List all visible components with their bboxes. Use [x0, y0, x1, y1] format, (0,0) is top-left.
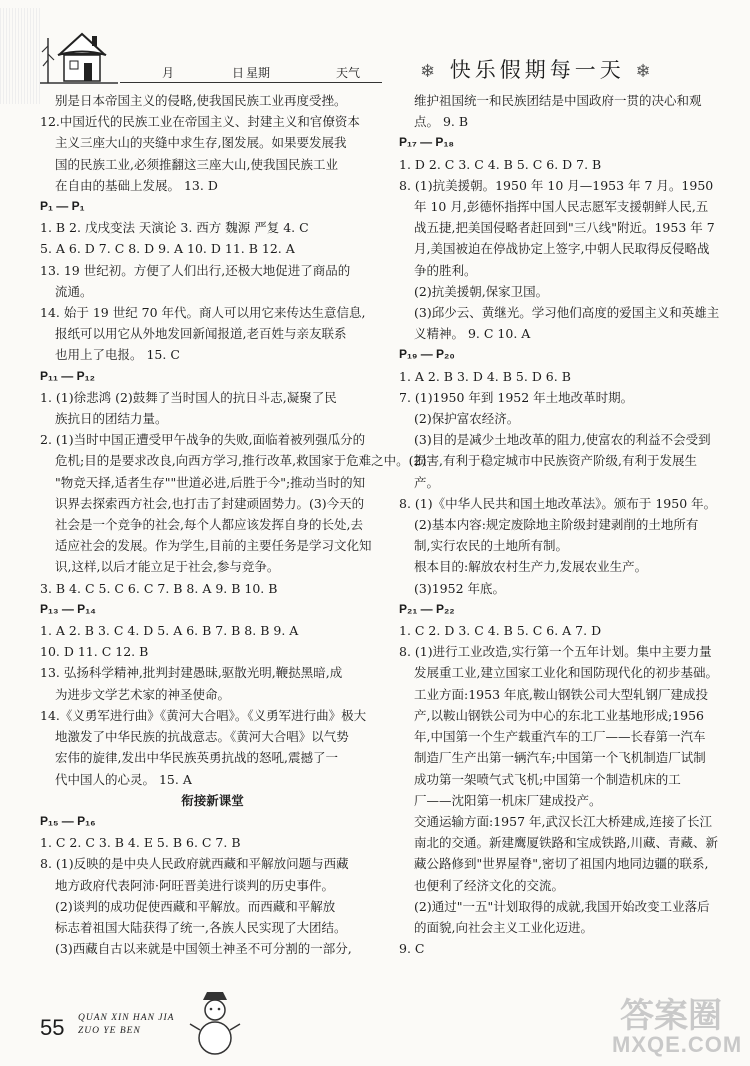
answer-line: 13. 弘扬科学精神,批判封建愚昧,驱散光明,鞭挞黑暗,成: [40, 665, 343, 681]
page-range-heading: P₁₉ — P₂₀: [399, 347, 455, 362]
answer-line: 别是日本帝国主义的侵略,使我国民族工业再度受挫。: [55, 93, 347, 108]
answer-line: 地激发了中华民族的抗战意志。《黄河大合唱》以气势: [55, 729, 349, 745]
answer-line: 产,以鞍山钢铁公司为中心的东北工业基地形成;1956: [414, 707, 704, 723]
watermark-logo: 答案圈: [620, 996, 722, 1036]
page-footer: [0, 960, 750, 1066]
answer-line: 8. (1)进行工业改造,实行第一个五年计划。集中主要力量: [399, 644, 712, 660]
answer-line: 1. C 2. D 3. C 4. B 5. C 6. A 7. D: [399, 623, 602, 639]
date-fill-line: [120, 64, 382, 83]
answer-line: 8. (1)《中华人民共和国土地改革法》。颁布于 1950 年。: [399, 495, 717, 511]
right-answer-column: [399, 90, 720, 959]
answer-line: 9. C: [399, 941, 425, 957]
answer-line: 14.《义勇军进行曲》《黄河大合唱》。《义勇军进行曲》极大: [40, 707, 367, 723]
snowflake-icon: ❄: [635, 61, 655, 82]
snowy-house-icon: [40, 28, 120, 86]
answer-line: 1. B 2. 戊戌变法 天演论 3. 西方 魏源 严复 4. C: [40, 220, 309, 236]
answer-line: 点。 9. B: [414, 114, 469, 130]
answer-line: 流通。: [55, 283, 93, 299]
answer-line: 交通运输方面:1957 年,武汉长江大桥建成,连接了长江: [414, 813, 712, 829]
answer-line: 地方政府代表阿沛·阿旺晋美进行谈判的历史事件。: [55, 877, 334, 893]
answer-line: 识,这样,以后才能立足于社会,参与竞争。: [55, 559, 280, 575]
page-header: [0, 0, 750, 96]
answer-line: 年,中国第一个生产载重汽车的工厂——长春第一汽车: [414, 729, 706, 745]
answer-line: 10. D 11. C 12. B: [40, 644, 149, 660]
answer-line: 1. A 2. B 3. C 4. D 5. A 6. B 7. B 8. B 9. A: [40, 623, 299, 639]
snowflake-icon: ❄: [420, 61, 440, 82]
section-heading: 衔接新课堂: [181, 792, 244, 808]
page-number: 55: [40, 1015, 65, 1040]
banner-title-row: [420, 54, 670, 84]
answer-line: 适应社会的发展。作为学生,目前的主要任务是学习文化知: [55, 538, 372, 554]
answer-line: (2)基本内容:规定废除地主阶级封建剥削的土地所有: [414, 517, 699, 533]
answer-line: (3)邱少云、黄继光。学习他们高度的爱国主义和英雄主: [414, 305, 720, 321]
answer-line: 1. (1)徐悲鸿 (2)鼓舞了当时国人的抗日斗志,凝聚了民: [40, 389, 337, 405]
answer-line: 5. A 6. D 7. C 8. D 9. A 10. D 11. B 12. A: [40, 241, 295, 257]
page-range-heading: P₁₅ — P₁₆: [40, 813, 96, 828]
answer-line: 也便利了经济文化的交流。: [414, 877, 565, 893]
page-range-heading: P₂₁ — P₂₂: [399, 601, 455, 616]
answer-line: "物竞天择,适者生存""世道必进,后胜于今";推动当时的知: [55, 474, 366, 490]
answer-line: (2)抗美援朝,保家卫国。: [414, 283, 549, 299]
answer-line: 族抗日的团结力量。: [55, 411, 168, 427]
answer-line: (3)1952 年底。: [414, 580, 505, 596]
weather-label: 天气: [336, 66, 361, 80]
answer-line: 维护祖国统一和民族团结是中国政府一贯的决心和观: [414, 93, 702, 108]
answer-line: 危机;目的是要求改良,向西方学习,推行改革,救国家于危难之中。(2): [55, 453, 427, 469]
answer-line: 也用上了电报。 15. C: [55, 347, 180, 363]
answer-line: 在自由的基础上发展。 13. D: [55, 177, 218, 193]
answer-line: 月,美国被迫在停战协定上签字,中朝人民取得反侵略战: [414, 241, 710, 257]
weekday-label: 星期: [246, 66, 271, 80]
answer-line: 3. B 4. C 5. C 6. C 7. B 8. A 9. B 10. B: [40, 580, 278, 596]
brand-name: [78, 1012, 174, 1038]
answer-line: 2. (1)当时中国正遭受甲午战争的失败,面临着被列强瓜分的: [40, 432, 366, 448]
answer-line: 14. 始于 19 世纪 70 年代。商人可以用它来传达生意信息,: [40, 305, 366, 321]
answer-line: 主义三座大山的夹缝中求生存,图发展。如果要发展我: [55, 135, 347, 151]
answer-line: 8. (1)抗美援朝。1950 年 10 月—1953 年 7 月。1950: [399, 177, 714, 193]
date-weather-bar: [40, 28, 385, 86]
answer-line: 战五捷,把美国侵略者赶回到"三八线"附近。1953 年 7: [414, 220, 715, 236]
answer-line: (2)通过"一五"计划取得的成就,我国开始改变工业落后: [414, 898, 710, 914]
answer-line: 13. 19 世纪初。方便了人们出行,还极大地促进了商品的: [40, 262, 351, 278]
answer-line: 社会是一个竞争的社会,每个人都应该发挥自身的长处,去: [55, 517, 363, 533]
page-range-heading: P₁₃ — P₁₄: [40, 601, 96, 616]
answer-line: 国的民族工业,必须推翻这三座大山,使我国民族工业: [55, 156, 338, 172]
snowman-icon: [190, 990, 240, 1060]
answer-line: 7. (1)1950 年到 1952 年土地改革时期。: [399, 389, 634, 405]
answer-line: 年 10 月,彭德怀指挥中国人民志愿军支援朝鲜人民,五: [414, 199, 709, 215]
answer-line: 12.中国近代的民族工业在帝国主义、封建主义和官僚资本: [40, 114, 360, 130]
answer-line: 1. C 2. C 3. B 4. E 5. B 6. C 7. B: [40, 835, 241, 851]
day-label: 日: [232, 66, 245, 80]
answer-line: 标志着祖国大陆获得了统一,各族人民实现了大团结。: [55, 919, 347, 935]
answer-line: 藏公路修到"世界屋脊",密切了祖国内地同边疆的联系,: [414, 856, 709, 872]
answer-line: 厂——沈阳第一机床厂建成投产。: [414, 792, 602, 808]
answer-line: (2)谈判的成功促使西藏和平解放。而西藏和平解放: [55, 898, 336, 914]
answer-line: 的面貌,向社会主义工业化迈进。: [414, 919, 593, 935]
answer-line: (2)保护富农经济。: [414, 411, 520, 427]
answer-line: 报纸可以用它从外地发回新闻报道,老百姓与亲友联系: [55, 326, 347, 342]
answer-line: 为进步文学艺术家的神圣使命。: [55, 686, 231, 702]
answer-line: 代中国人的心灵。 15. A: [55, 771, 192, 787]
brand-line-2: ZUO YE BEN: [78, 1026, 141, 1036]
answer-line: 争的胜利。: [414, 262, 477, 278]
answer-line: (3)西藏自古以来就是中国领土神圣不可分割的一部分,: [55, 941, 352, 957]
answer-line: 识界去探索西方社会,也打击了封建顽固势力。(3)今天的: [55, 495, 365, 511]
banner-title: 快乐假期每一天: [449, 58, 625, 82]
answer-line: 1. D 2. C 3. C 4. B 5. C 6. D 7. B: [399, 156, 602, 172]
page-range-heading: P₁₇ — P₁₈: [399, 135, 455, 150]
watermark-url: MXQE.COM: [612, 1032, 743, 1057]
answer-line: 工业方面:1953 年底,鞍山钢铁公司大型轧钢厂建成投: [414, 686, 708, 702]
answer-line: (3)目的是减少土地改革的阻力,使富农的利益不会受到: [414, 432, 711, 448]
answer-line: 8. (1)反映的是中央人民政府就西藏和平解放问题与西藏: [40, 856, 349, 872]
brand-line-1: QUAN XIN HAN JIA: [78, 1013, 175, 1023]
answer-line: 义精神。 9. C 10. A: [414, 326, 531, 342]
answer-line: 成功第一架喷气式飞机;中国第一个制造机床的工: [414, 771, 681, 787]
answer-line: 根本目的:解放农村生产力,发展农业生产。: [414, 559, 648, 575]
answer-line: 发展重工业,建立国家工业化和国防现代化的初步基础。: [414, 665, 718, 681]
answer-line: 1. A 2. B 3. D 4. B 5. D 6. B: [399, 368, 571, 384]
answer-line: 制,实行农民的土地所有制。: [414, 538, 568, 554]
page-range-heading: P₁ — P₁: [40, 199, 85, 214]
answer-line: 制造厂生产出第一辆汽车;中国第一个飞机制造厂试制: [414, 750, 706, 766]
answer-line: 南北的交通。新建鹰厦铁路和宝成铁路,川藏、青藏、新: [414, 835, 718, 851]
answer-line: 产。: [414, 474, 440, 490]
month-label: 月: [162, 66, 175, 80]
answer-line: 宏伟的旋律,发出中华民族英勇抗战的怒吼,震撼了一: [55, 750, 338, 766]
page-range-heading: P₁₁ — P₁₂: [40, 368, 95, 383]
answer-line: 损害,有利于稳定城市中民族资产阶级,有利于发展生: [414, 453, 697, 469]
